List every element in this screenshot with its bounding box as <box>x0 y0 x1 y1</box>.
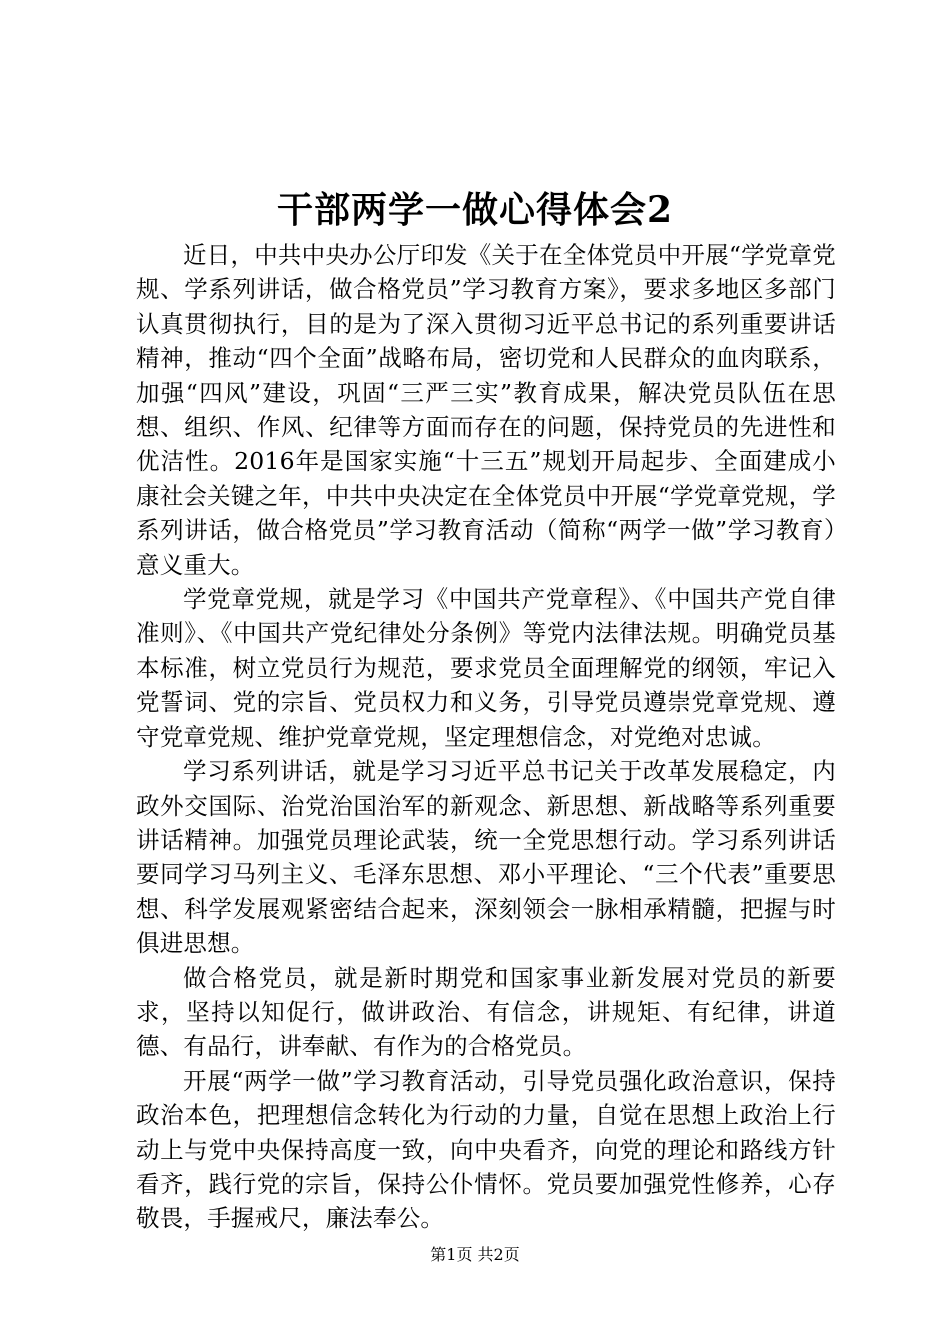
document-body <box>136 238 836 1236</box>
page-title: 干部两学一做心得体会2 <box>276 189 674 231</box>
paragraph-2: 学党章党规，就是学习《中国共产党章程》、《中国共产党自律准则》、《中国共产党纪律处分条例》等党内法律法规。明确党员基本标准，树立党员行为规范，要求党员全面理解党的纲领，牢记入党誓词、党的宗旨、党员权力和义务，引导党员遵崇党章党规、遵守党章党规、维护党章党规，坚定理想信念，对党绝对忠诚。 <box>136 585 836 751</box>
paragraph-5: 开展“两学一做”学习教育活动，引导党员强化政治意识，保持政治本色，把理想信念转化为行动的力量，自觉在思想上政治上行动上与党中央保持高度一致，向中央看齐，向党的理论和路线方针看齐，践行党的宗旨，保持公仆情怀。党员要加强党性修养，心存敬畏，手握戒尺，廉法奉公。 <box>136 1066 836 1233</box>
paragraph-1: 近日，中共中央办公厅印发《关于在全体党员中开展“学党章党规、学系列讲话，做合格党员”学习教育方案》，要求多地区多部门认真贯彻执行，目的是为了深入贯彻习近平总书记的系列重要讲话精神，推动“四个全面”战略布局，密切党和人民群众的血肉联系，加强“四风”建设，巩固“三严三实”教育成果，解决党员队伍在思想、组织、作风、纪律等方面而存在的问题，保持党员的先进性和优洁性。2016年是国家实施“十三五”规划开局起步、全面建成小康社会关键之年，中共中央决定在全体党员中开展“学党章党规，学系列讲话，做合格党员”学习教育活动（简称“两学一做”学习教育）意义重大。 <box>136 241 836 579</box>
paragraph-3: 学习系列讲话，就是学习习近平总书记关于改革发展稳定，内政外交国际、治党治国治军的新观念、新思想、新战略等系列重要讲话精神。加强党员理论武装，统一全党思想行动。学习系列讲话要同学习马列主义、毛泽东思想、邓小平理论、“三个代表”重要思想、科学发展观紧密结合起来，深刻领会一脉相承精髓，把握与时俱进思想。 <box>136 757 836 958</box>
page-number-footer: 第1页 共2页 <box>430 1245 520 1264</box>
paragraph-4: 做合格党员，就是新时期党和国家事业新发展对党员的新要求，坚持以知促行，做讲政治、有信念，讲规矩、有纪律，讲道德、有品行，讲奉献、有作为的合格党员。 <box>136 963 836 1061</box>
